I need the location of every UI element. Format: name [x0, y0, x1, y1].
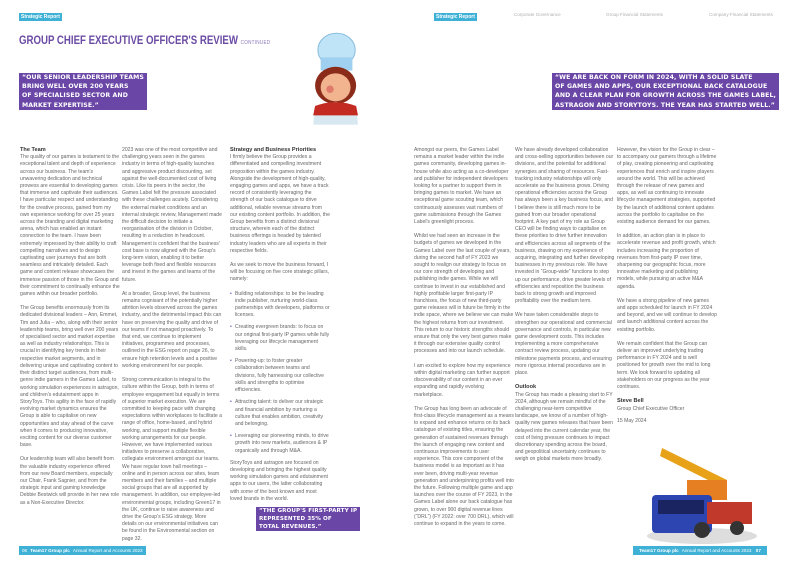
pull-quote-leadership: “OUR SENIOR LEADERSHIP TEAMS BRING WELL OVER 200 YEARS OF SPECIALISED SECTOR AND MARKET EXPERTISE.” — [19, 73, 147, 110]
truck-crane-image — [632, 440, 762, 545]
column-2: 2023 was one of the most competitive and challenging years seen in the games industry in terms of high-quality launches and aggressive product discounting, set against the well-documented cost of living crisis. Like its peers in the sector, the Games Label felt the pressure associated with these challenges acutely. Considering the external market conditions and an internal strategic review, Management made the difficult decision to initiate a reorganisation of the division in October, resulting in a reduction in headcount. Management is confident that the business' cost base is now aligned with the Group's long-term vision, enabling it to better leverage both fixed and flexible resources and invest in the games and teams of the future. At a broader, Group level, the business remains cognisant of the potentially higher attrition levels observed across the games industry, and the detrimental impact this can have on preserving the quality and drive of our teams if not managed proactively. To that end, we continue to implement initiatives, programmes and processes, outlined in the ESG report on page 26, to ensure high retention levels and a positive working environment for our people. Strong communication is integral to the culture within the Group, both in terms of employee engagement but equally in terms of superior market execution. We are committed to keeping pace with changing expectations within workplaces to facilitate a range of office, home-based, and hybrid working, and support multiple flexible working arrangements for our people. However, we have implemented various initiatives to preserve a collaborative, collegiate environment amongst our teams. We have regular town hall meetings – online and in person across our sites, team members and their families – and multiple social groups that are all supported by management. In addition, our employee-led environmental groups, including Green17 in the UK, continue to raise awareness and drive the Group's ESG strategy. More details on our environmental initiatives can be found in the Environmental section on page 32. — [122, 147, 222, 542]
signoff-name: Steve Bell — [617, 398, 644, 405]
footer-left: 06 Team17 Group plc Annual Report and Accounts 2023 — [19, 546, 146, 555]
nav-strategic-report[interactable]: Strategic Report — [436, 14, 475, 20]
page-title: GROUP CHIEF EXECUTIVE OFFICER'S REVIEW CONTINUED — [19, 35, 271, 47]
nav-corporate-governance[interactable]: Corporate Governance — [514, 12, 561, 17]
title-suffix: CONTINUED — [240, 40, 271, 46]
section-tag: Strategic Report — [21, 14, 60, 20]
column-5: We have already developed collaboration and cross-selling opportunities between our divisions, and the potential for additional synergies and sharing of resources. Fast-tracking industry relationships will only accelerate as the business grows. Driving operational efficiencies across the Group has always been a key business focus, and I believe there is still much more to be gained from our broader operational footprint. A key part of my role as Group CEO will be finding ways to capitalise on these priorities to drive further innovation and efficiencies across all segments of the business, drawing on my experience of acquiring, integrating and further developing businesses in my previous role. We have invested in “Group-wide” functions to step up our performance, drive greater levels of efficiencies and reposition the business back to strong growth and improved profitability over the medium term. We have taken considerable steps to strengthen our operational and commercial governance and controls, in particular new game development costs. This includes implementing a more comprehensive contract review process, updating our milestone payments process, and ensuring more rigorous internal procedures are in place. Outlook The Group has made a pleasing start to FY 2024, although we remain mindful of the challenging near-term competitive landscape, we know of a number of high-quality new games releases that have been delayed into the current calendar year, the cost of living pressure continues to impact discretionary spending across the board, and geopolitical uncertainty continues to weigh on global markets more broadly. — [515, 147, 615, 463]
nav-group-financial-statements[interactable]: Group Financial Statements — [606, 12, 663, 17]
column-4: Amongst our peers, the Games Label remains a market leader within the indie games community, developing games in-house while also acting as a co-developer and publisher for independent developers looking for a partner to support them in bringing games to market. We have an exceptional game scouting team, which continuously assesses vast numbers of game submissions through the Games Label's greenlight process. Whilst we had seen an increase in the budgets of games we developed in the Games Label over the last couple of years, during the second half of FY 2023 we sought to realign our strategy to focus on our core strength of developing and publishing indie games. While we will continue to invest in our established and highly profitable larger first-party IP franchises, the focus of new third-party game releases will in future be firmly in the indie space, where we believe we can make the highest returns from our investment. This return to our historic strengths should ensure that only the very best games make it through our extensive quality control processes and into our launch schedule. I am excited to explore how my experience within digital marketing can further support discoverability of our content in an ever expanding and rapidly evolving marketplace. The Group has long been an advocate of first-class lifecycle management as a means to expand and enhance returns on its back catalogue of existing titles, ensuring the generation of sustained revenues through the launch of engaging new content and continuous improvements to user experience. This core component of the business model is as important as it has ever been, driving multi-year revenue generation and underpinning profits well into the future. Following multiple game and app launches over the course of FY 2023, in the Games Label alone our back catalogue has grown, to over 900 digital revenue lines (“DRL”) (FY 2022: over 700 DRL), which will continue to expand in the years to come. — [414, 147, 514, 527]
nav-company-financial-statements[interactable]: Company Financial Statements — [709, 12, 773, 17]
column-6: However, the vision for the Group in clear – to accompany our gamers through a lifetime of play, creating pioneering and captivating experiences that enrich and inspire players around the world. This will be achieved through the release of new games and apps, as well as continuing to innovate lifecycle management strategies, supported by the launch of additional content updates across the portfolio to capitalise on the existing audience demand for our games. In addition, an action plan is in place to accelerate revenue and profit growth, which includes increasing the proportion of revenues from first-party IP over time, sharpening our geographic focus, more innovative marketing and publishing models, while pursuing an active M&A agenda. We have a strong pipeline of new games and apps scheduled for launch in FY 2024 and beyond, and we will continue to develop and launch additional content across the existing portfolio. We remain confident that the Group can deliver an improved underlying trading performance in FY 2024 and is well positioned for growth over the mid to long term. We look forward to updating all stakeholders on our progress as the year continues. Steve Bell Group Chief Executive Officer 15 May 2024 — [617, 147, 717, 424]
chef-character-image — [302, 28, 372, 128]
signoff-date: 15 May 2024 — [617, 417, 647, 424]
pull-quote-back-on-form: “WE ARE BACK ON FORM IN 2024, WITH A SOLID SLATE OF GAMES AND APPS, OUR EXCEPTIONAL BACK CATALOGUE AND A CLEAR PLAN FOR GROWTH ACROSS THE GAMES LABEL, ASTRAGON AND STORYTOYS. THE YEAR HAS STARTED WELL.” — [552, 73, 779, 110]
column-strategy: Strategy and Business Priorities I firmly believe the Group provides a differentiated and compelling investment proposition within the games industry. Alongside the development of high-quality, engaging games and apps, we have a track record of consistently leveraging the strength of our back catalogue to drive additional, reliable revenue streams from our existing content portfolio. In addition, the Group benefits from a distinct divisional structure, wherein each of the distinct business offerings is headed by talented industry leaders who are all experts in their respective fields. As we seek to move the business forward, I will be focusing on five core strategic pillars, namely: • Building relationships: to be the leading indie publisher, nurturing world-class partnerships with developers, platforms or licenses. • Creating evergreen brands: to focus on our original first-party IP games while fully leveraging our lifecycle management skills. • Powering-up: to foster greater collaboration between teams and divisions, fully harnessing our collective skills and strengths to optimise efficiencies. • Attracting talent: to deliver our strategic and financial ambition by nurturing a culture that enables ambition, creativity and belonging. • Leveraging our pioneering minds, to drive growth into new markets, audiences & IP organically and through M&A. StoryToys and astragon are focused on developing and bringing the highest quality working simulation games and edutainment apps to our users, the latter collaborating with some of the best known and most loved brands in the world. — [230, 147, 330, 510]
column-team: The Team The quality of our games is testament to the exceptional talent and depth of experience across our business. The team's unwavering dedication and technical prowess are essential to developing games that immerse and captivate their audiences. I have particular respect and understanding for the creative process, gained from my own experience working for over 25 years across the branding and digital marketing arena, which has enabled an instant connection to the team. I have been extremely impressed by their ability to craft compelling narratives and to design captivating user journeys that are both seamless and intricately detailed. Each game and content release showcases the immense passion of those in the Group and their commitment to continually enhance the games within our broader portfolio. The Group benefits enormously from its dedicated divisional leaders – Ann, Emmet, Tim and Julia – who, along with their senior leadership teams, bring well over 200 years of specialised sector and market expertise as well as industry relationships. This is crucial in identifying key trends in their respective market segments, and in delivering unique and captivating content to their distinct target audiences, from multi-genre indie gamers in the Games Label, to working simulation experiences in astragon, and children's edutainment apps in StoryToys. This agility in the face of rapidly evolving market dynamics ensures the Group is able to capitalise on new opportunities and stay ahead of the curve when it comes to producing innovative, exciting content for our diverse customer base. Our leadership team will also benefit from the valuable industry experience offered from our new Board members, especially our Chair, Frank Sagnier, and from the strategic input and gaming knowledge Debbie Bestwick will provide in her new role as a Non-Executive Director. — [20, 147, 120, 506]
pull-quote-first-party-ip: “THE GROUP'S FIRST-PARTY IP REPRESENTED 35% OF TOTAL REVENUES.” — [256, 507, 360, 531]
signoff-role: Group Chief Executive Officer — [617, 405, 685, 412]
footer-right: Team17 Group plc Annual Report and Accounts 2023 07 — [633, 546, 767, 555]
